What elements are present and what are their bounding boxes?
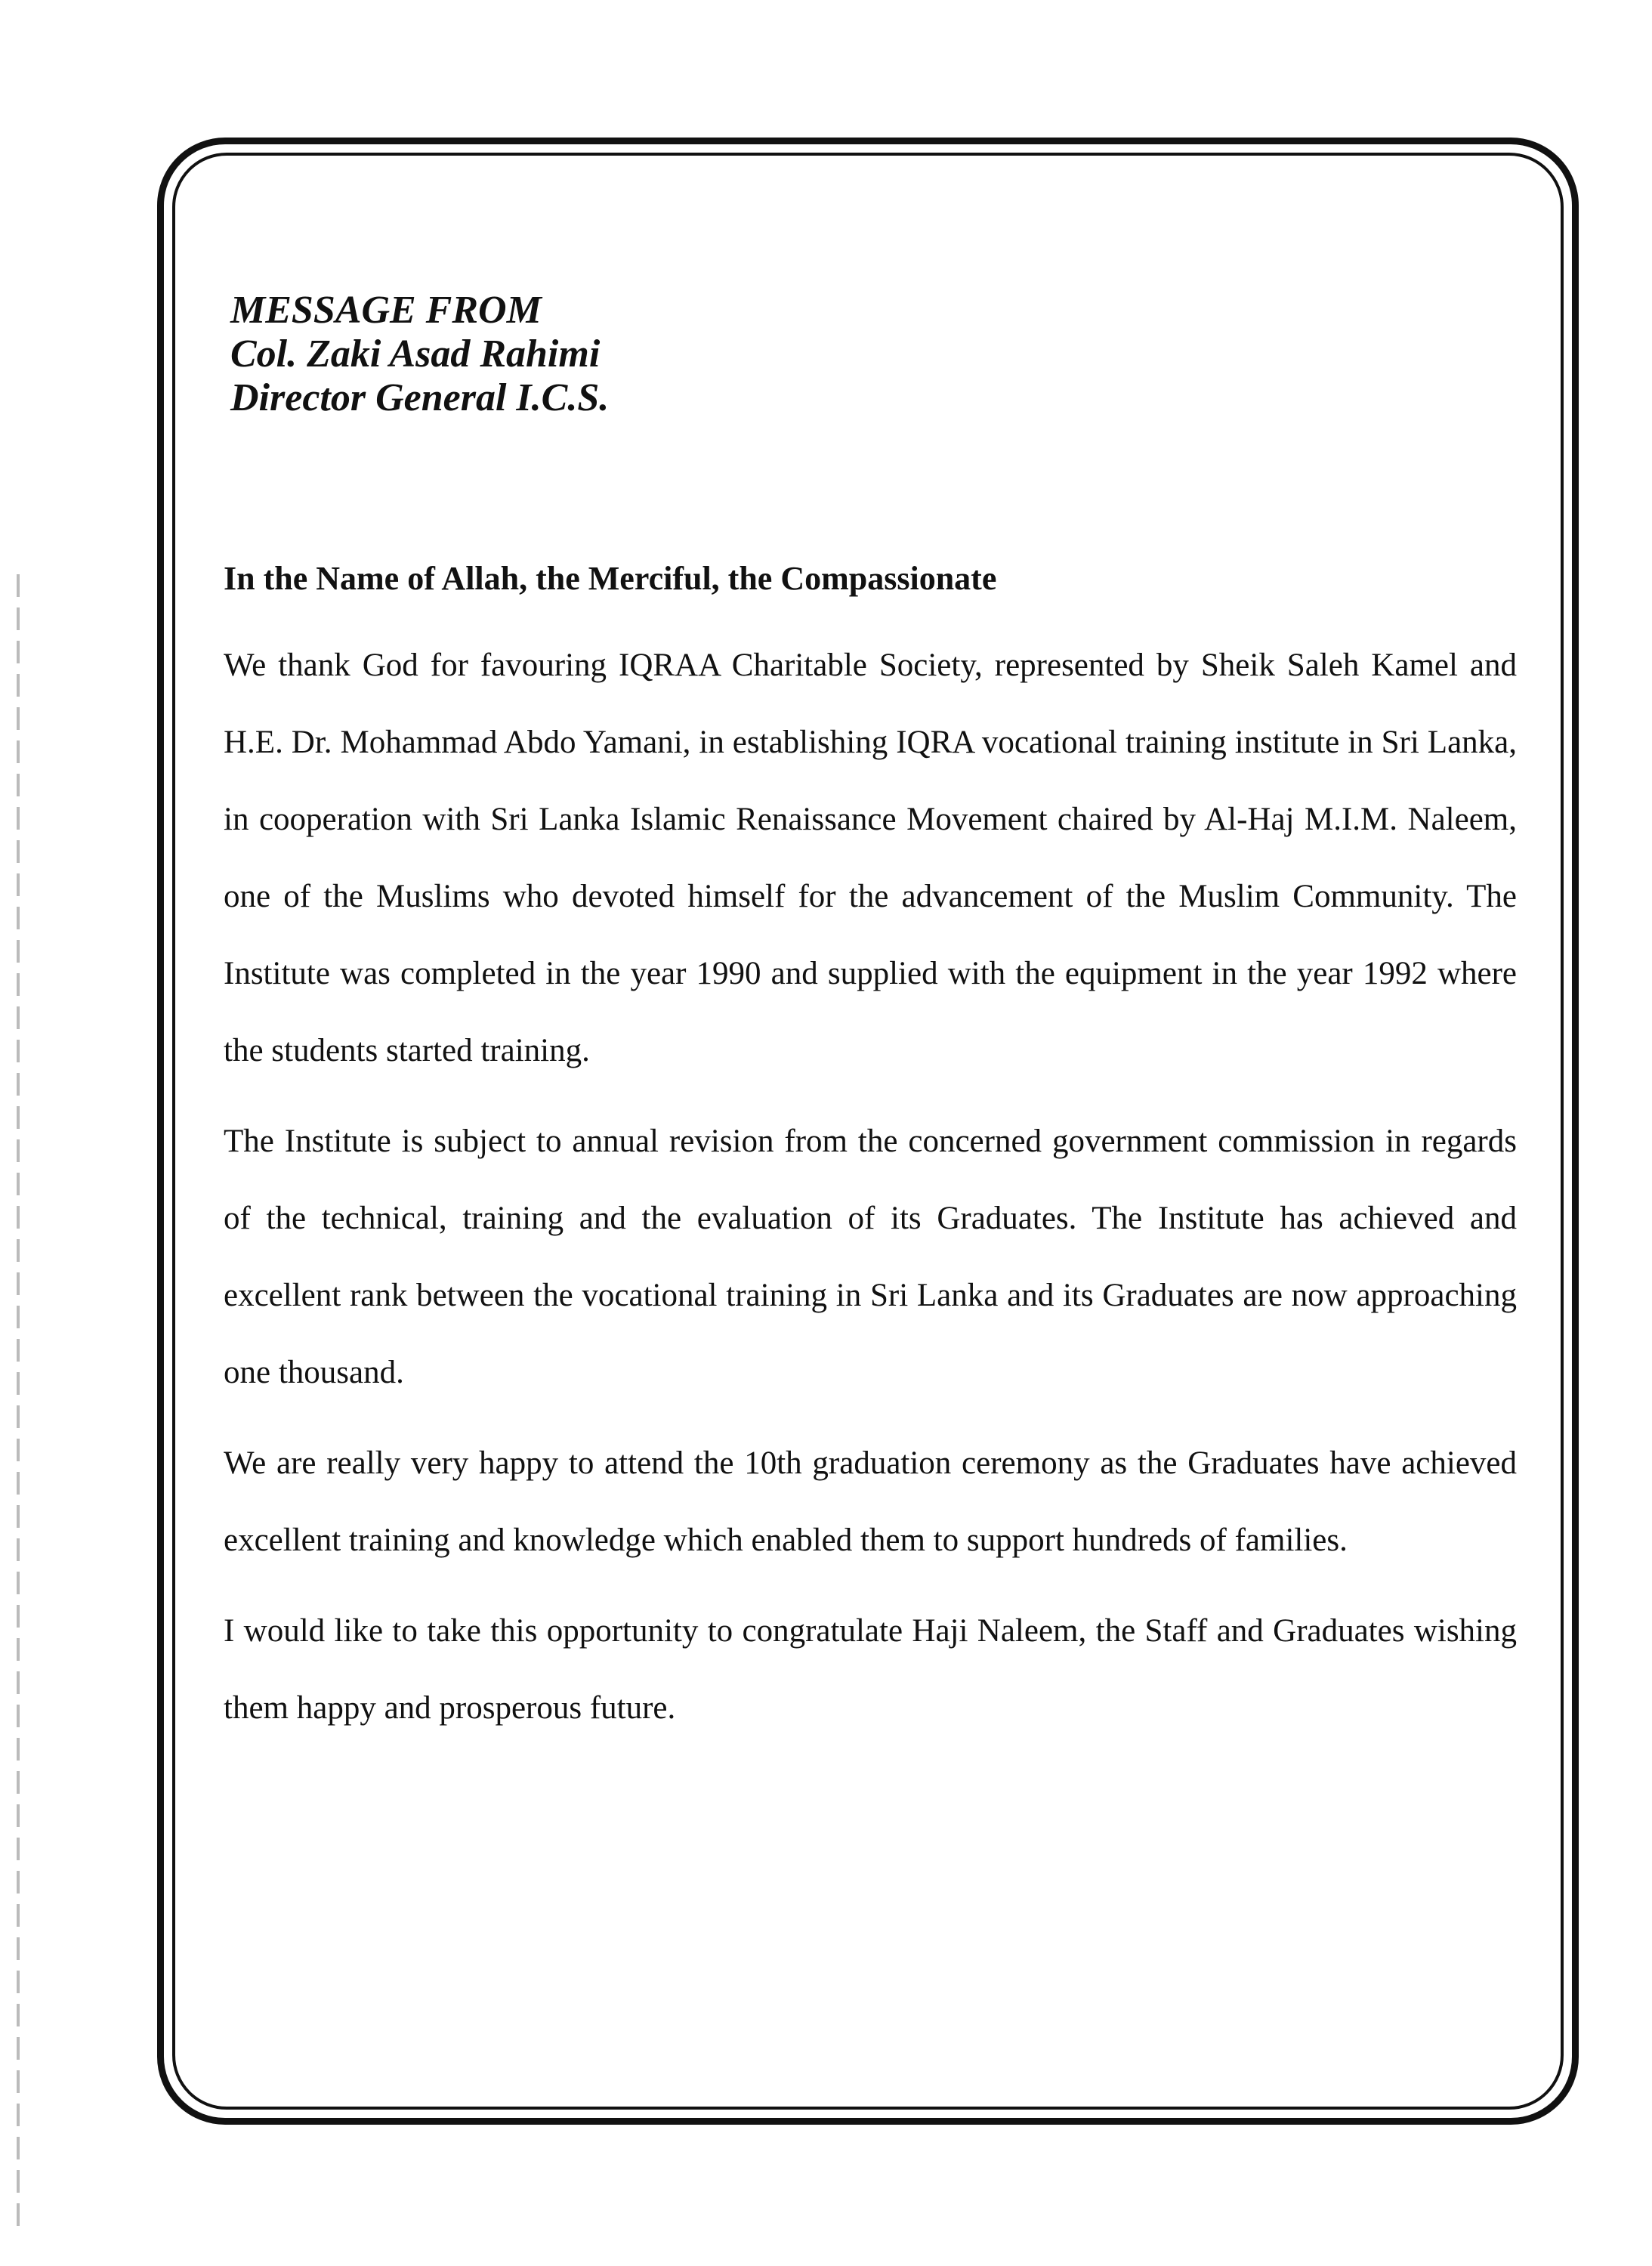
message-body xyxy=(224,558,1517,1761)
paragraph-congratulations: I would like to take this opportunity to congratulate Haji Naleem, the Staff and Graduates wishing them happy and prosperous future. xyxy=(224,1613,1517,1726)
paragraph-establishment: We thank God for favouring IQRAA Charitable Society, represented by Sheik Saleh Kamel and H.E. Dr. Mohammad Abdo Yamani, in establishing IQRA vocational training institute in Sri Lanka, in cooperation with Sri Lanka Islamic Renaissance Movement chaired by Al-Haj M.I.M. Naleem, one of the Muslims who devoted himself for the advancement of the Muslim Community. The Institute was completed in the year 1990 and supplied with the equipment in the year 1992 where the students started training. xyxy=(224,648,1517,1068)
heading-line-message-from: MESSAGE FROM xyxy=(230,289,542,332)
scan-edge-mark xyxy=(17,574,20,2237)
heading-line-author-title: Director General I.C.S. xyxy=(230,376,610,419)
heading-line-author-name: Col. Zaki Asad Rahimi xyxy=(230,332,601,376)
message-heading xyxy=(230,289,609,420)
paragraph-graduation: We are really very happy to attend the 10th graduation ceremony as the Graduates have achieved excellent training and knowledge which enabled them to support hundreds of families. xyxy=(224,1445,1517,1558)
paragraph-revision: The Institute is subject to annual revision from the concerned government commission in regards of the technical, training and the evaluation of its Graduates. The Institute has achieved and excellent rank between the vocational training in Sri Lanka and its Graduates are now approaching one thousand. xyxy=(224,1124,1517,1390)
invocation-line: In the Name of Allah, the Merciful, the Compassionate xyxy=(224,560,997,597)
